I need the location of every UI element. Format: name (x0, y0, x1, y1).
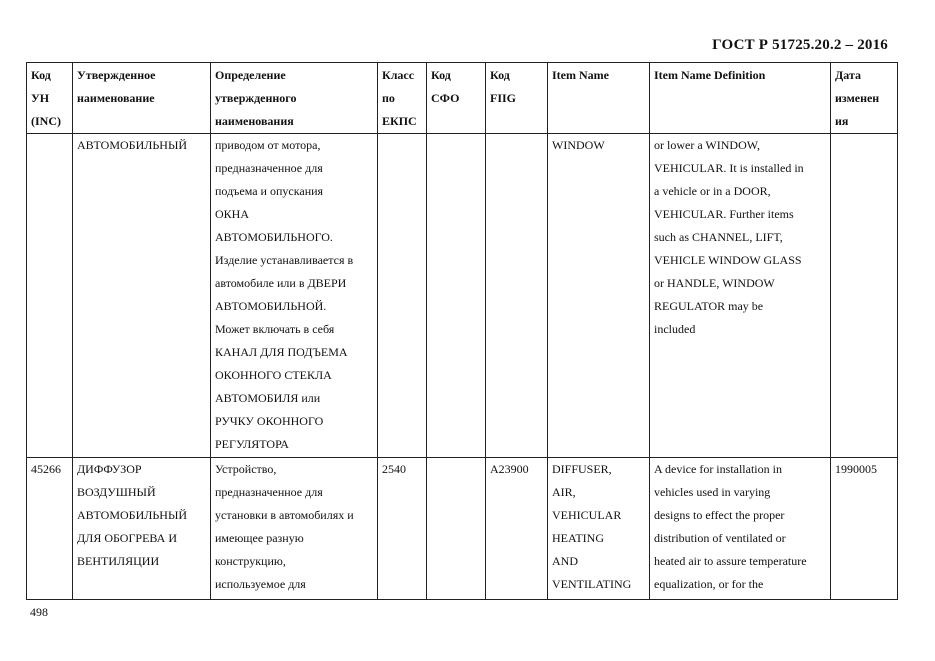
header-text: Item Name Definition (654, 68, 766, 82)
cell-inc-code (27, 134, 73, 458)
cell-text: equalization, or for the (654, 577, 764, 591)
cell-approved-name (73, 458, 211, 600)
column-header-name-definition (211, 63, 378, 134)
cell-text: РУЧКУ ОКОННОГО (215, 414, 324, 428)
document-code: ГОСТ Р 51725.20.2 – 2016 (712, 37, 888, 53)
column-header-ekps-class (378, 63, 427, 134)
cell-text: ОКНА (215, 207, 250, 221)
cell-text: ДЛЯ ОБОГРЕВА И (77, 531, 177, 545)
cell-item-name (548, 458, 650, 600)
header-text: ия (835, 114, 849, 128)
cell-text: предназначенное для (215, 485, 323, 499)
cell-item-name (548, 134, 650, 458)
column-header-fiig-code (486, 63, 548, 134)
header-text: УН (31, 91, 50, 105)
cell-text: VEHICULAR (552, 508, 622, 522)
cell-text: VEHICULAR. It is installed in (654, 161, 804, 175)
cell-text: such as CHANNEL, LIFT, (654, 230, 783, 244)
cell-text: AND (552, 554, 578, 568)
cell-text: heated air to assure temperature (654, 554, 807, 568)
cell-text: АВТОМОБИЛЬНЫЙ (77, 138, 188, 152)
page-number: 498 (30, 605, 48, 619)
cell-text: or lower a WINDOW, (654, 138, 760, 152)
cell-sfo-code (427, 134, 486, 458)
header-text: Код (31, 68, 51, 82)
column-header-inc-code (27, 63, 73, 134)
table-row (27, 458, 898, 600)
cell-text: ДИФФУЗОР (77, 462, 142, 476)
cell-text: ВЕНТИЛЯЦИИ (77, 554, 160, 568)
table-header-row (27, 63, 898, 134)
header-text: Определение (215, 68, 286, 82)
cell-text: АВТОМОБИЛЬНЫЙ (77, 508, 188, 522)
cell-text: A23900 (490, 462, 529, 476)
cell-text: АВТОМОБИЛЯ или (215, 391, 321, 405)
cell-ekps-class (378, 458, 427, 600)
cell-text: Может включать в себя (215, 322, 335, 336)
cell-text: ОКОННОГО СТЕКЛА (215, 368, 332, 382)
cell-text: используемое для (215, 577, 306, 591)
column-header-item-name (548, 63, 650, 134)
header-text: наименования (215, 114, 294, 128)
cell-sfo-code (427, 458, 486, 600)
catalog-table (26, 62, 898, 600)
cell-text: REGULATOR may be (654, 299, 764, 313)
cell-text: DIFFUSER, (552, 462, 612, 476)
cell-text: VEHICULAR. Further items (654, 207, 794, 221)
column-header-sfo-code (427, 63, 486, 134)
cell-text: ВОЗДУШНЫЙ (77, 485, 156, 499)
cell-text: AIR, (552, 485, 576, 499)
header-text: (INC) (31, 114, 61, 128)
cell-text: or HANDLE, WINDOW (654, 276, 775, 290)
cell-change-date (831, 134, 898, 458)
cell-text: Устройство, (215, 462, 277, 476)
cell-text: designs to effect the proper (654, 508, 785, 522)
header-text: по (382, 91, 395, 105)
cell-text: приводом от мотора, (215, 138, 321, 152)
cell-text: АВТОМОБИЛЬНОЙ. (215, 299, 327, 313)
header-text: Item Name (552, 68, 609, 82)
table-row (27, 134, 898, 458)
header-text: наименование (77, 91, 155, 105)
cell-text: автомобиле или в ДВЕРИ (215, 276, 347, 290)
cell-item-name-definition (650, 458, 831, 600)
cell-change-date (831, 458, 898, 600)
cell-text: конструкцию, (215, 554, 286, 568)
column-header-item-name-definition (650, 63, 831, 134)
column-header-approved-name (73, 63, 211, 134)
cell-ekps-class (378, 134, 427, 458)
header-text: СФО (431, 91, 460, 105)
cell-name-definition (211, 134, 378, 458)
header-text: Утвержденное (77, 68, 156, 82)
cell-text: предназначенное для (215, 161, 323, 175)
cell-text: имеющее разную (215, 531, 304, 545)
cell-text: подъема и опускания (215, 184, 324, 198)
header-text: ЕКПС (382, 114, 417, 128)
cell-approved-name (73, 134, 211, 458)
header-text: Код (490, 68, 510, 82)
cell-text: VEHICLE WINDOW GLASS (654, 253, 802, 267)
cell-text: HEATING (552, 531, 604, 545)
cell-text: VENTILATING (552, 577, 632, 591)
cell-text: a vehicle or in a DOOR, (654, 184, 771, 198)
cell-fiig-code (486, 458, 548, 600)
cell-text: 2540 (382, 462, 406, 476)
cell-text: АВТОМОБИЛЬНОГО. (215, 230, 333, 244)
cell-text: Изделие устанавливается в (215, 253, 354, 267)
header-text: Дата (835, 68, 861, 82)
cell-text: A device for installation in (654, 462, 782, 476)
cell-text: WINDOW (552, 138, 605, 152)
cell-inc-code (27, 458, 73, 600)
header-text: Класс (382, 68, 415, 82)
cell-text: РЕГУЛЯТОРА (215, 437, 289, 451)
cell-name-definition (211, 458, 378, 600)
header-text: изменен (835, 91, 880, 105)
cell-text: 45266 (31, 462, 61, 476)
cell-item-name-definition (650, 134, 831, 458)
header-text: утвержденного (215, 91, 297, 105)
cell-text: установки в автомобилях и (215, 508, 354, 522)
cell-text: vehicles used in varying (654, 485, 771, 499)
cell-fiig-code (486, 134, 548, 458)
cell-text: distribution of ventilated or (654, 531, 786, 545)
header-text: Код (431, 68, 451, 82)
header-text: FIIG (490, 91, 517, 105)
cell-text: 1990005 (835, 462, 877, 476)
cell-text: КАНАЛ ДЛЯ ПОДЪЕМА (215, 345, 348, 359)
column-header-change-date (831, 63, 898, 134)
cell-text: included (654, 322, 696, 336)
